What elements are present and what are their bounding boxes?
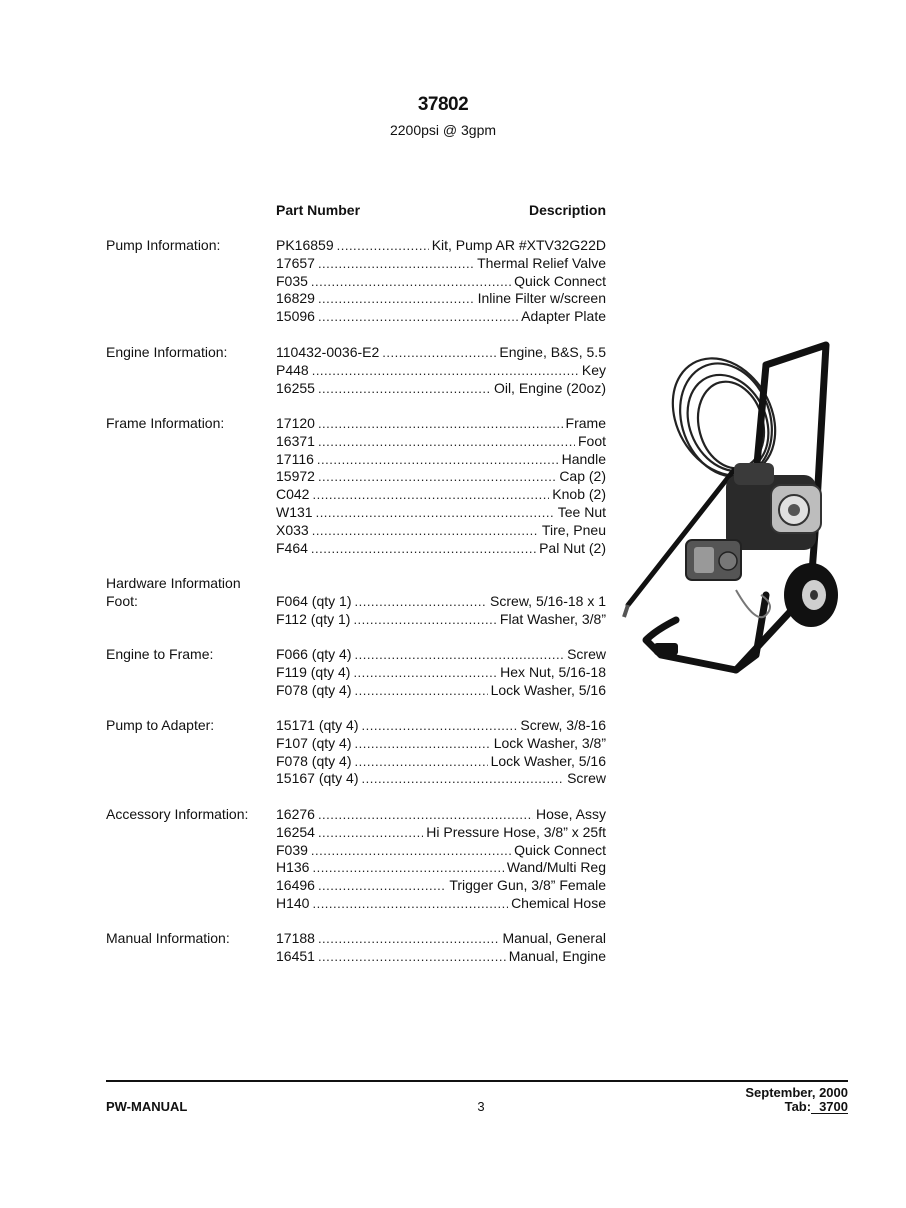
part-number: F035	[276, 272, 308, 289]
part-number: 17120	[276, 415, 315, 431]
part-number: PK16859	[276, 237, 334, 253]
revision-date: September, 2000	[745, 1085, 848, 1100]
part-description: Key	[581, 361, 606, 378]
parts-list	[276, 646, 606, 699]
part-description: Kit, Pump AR #XTV32G22D	[431, 237, 606, 253]
parts-row	[276, 290, 606, 308]
section-label: Engine Information:	[106, 344, 228, 360]
part-number: C042	[276, 486, 310, 503]
dot-leader	[318, 806, 533, 824]
parts-row	[276, 735, 606, 753]
part-description: Handle	[561, 450, 606, 467]
dot-leader	[318, 877, 446, 895]
part-number: 16451	[276, 947, 315, 964]
tab-label: Tab:	[784, 1099, 812, 1114]
part-description: Manual, General	[502, 930, 606, 946]
dot-leader	[318, 468, 556, 486]
part-number: 15972	[276, 468, 315, 485]
dot-leader	[354, 646, 564, 664]
part-description: Tire, Pneu	[541, 521, 606, 538]
parts-row	[276, 611, 606, 629]
part-number: F107 (qty 4)	[276, 734, 352, 751]
part-number: 16255	[276, 379, 315, 396]
part-number: F119 (qty 4)	[276, 663, 351, 680]
parts-row	[276, 948, 606, 966]
parts-row	[276, 717, 606, 735]
part-description: Lock Washer, 5/16	[490, 752, 606, 769]
parts-row	[276, 468, 606, 486]
description-header: Description	[528, 202, 606, 218]
part-number: F078 (qty 4)	[276, 752, 352, 769]
part-number: F064 (qty 1)	[276, 592, 352, 609]
parts-list	[276, 930, 606, 966]
model-number: 37802	[417, 94, 469, 115]
dot-leader	[317, 451, 559, 469]
part-description: Quick Connect	[514, 272, 606, 289]
part-number: 16371	[276, 432, 315, 449]
part-number: F112 (qty 1)	[276, 610, 351, 627]
part-description: Screw	[567, 770, 606, 787]
part-number: H136	[276, 859, 310, 876]
parts-row	[276, 895, 606, 913]
tab-value: 3700	[811, 1100, 848, 1114]
parts-row	[276, 255, 606, 273]
part-description: Screw, 5/16-18 x 1	[490, 592, 606, 609]
part-description: Pal Nut (2)	[539, 539, 606, 556]
pump	[686, 540, 741, 580]
dot-leader	[318, 930, 500, 948]
dot-leader	[312, 859, 503, 877]
part-number: 15167 (qty 4)	[276, 770, 359, 787]
part-number: 15096	[276, 308, 315, 325]
parts-row	[276, 504, 606, 522]
part-description: Tee Nut	[557, 503, 606, 520]
dot-leader	[353, 611, 496, 629]
parts-row	[276, 237, 606, 255]
dot-leader	[316, 504, 555, 522]
dot-leader	[354, 735, 490, 753]
parts-list	[276, 344, 606, 397]
part-number: H140	[276, 894, 310, 911]
dot-leader	[318, 308, 518, 326]
wheel	[784, 563, 838, 627]
part-number: 17116	[276, 450, 314, 467]
manual-name: PW-MANUAL	[106, 1099, 188, 1114]
parts-row	[276, 522, 606, 540]
dot-leader	[354, 753, 487, 771]
parts-row	[276, 682, 606, 700]
part-description: Engine, B&S, 5.5	[499, 344, 606, 360]
part-description: Hex Nut, 5/16-18	[500, 663, 606, 680]
dot-leader	[337, 237, 429, 255]
parts-row	[276, 806, 606, 824]
dot-leader	[362, 717, 518, 735]
parts-row	[276, 842, 606, 860]
parts-row	[276, 824, 606, 842]
section-label: Accessory Information:	[106, 806, 249, 822]
part-description: Screw, 3/8-16	[520, 717, 606, 733]
engine	[726, 463, 821, 550]
part-number: 16276	[276, 806, 315, 822]
dot-leader	[311, 842, 511, 860]
part-description: Wand/Multi Reg	[506, 859, 606, 876]
section-label: Engine to Frame:	[106, 646, 214, 662]
part-number: W131	[276, 503, 313, 520]
part-description: Inline Filter w/screen	[477, 290, 606, 307]
nozzle	[624, 605, 628, 617]
parts-row	[276, 540, 606, 558]
part-number: F039	[276, 841, 308, 858]
page-number: 3	[477, 1099, 485, 1114]
part-description: Chemical Hose	[511, 894, 606, 911]
part-number: 16254	[276, 823, 315, 840]
dot-leader	[312, 522, 539, 540]
part-description: Oil, Engine (20oz)	[493, 379, 606, 396]
part-number: 15171 (qty 4)	[276, 717, 359, 733]
part-description: Hi Pressure Hose, 3/8” x 25ft	[426, 823, 606, 840]
dot-leader	[318, 824, 423, 842]
part-number: F066 (qty 4)	[276, 646, 352, 662]
part-description: Lock Washer, 3/8”	[493, 734, 606, 751]
dot-leader	[318, 380, 491, 398]
parts-row	[276, 486, 606, 504]
model-spec: 2200psi @ 3gpm	[389, 122, 497, 138]
parts-row	[276, 593, 606, 611]
part-description: Knob (2)	[552, 486, 606, 503]
part-number: X033	[276, 521, 309, 538]
parts-list	[276, 717, 606, 788]
dot-leader	[362, 770, 565, 788]
parts-list	[276, 415, 606, 557]
parts-row	[276, 380, 606, 398]
dot-leader	[353, 664, 497, 682]
tab-reference	[785, 1099, 848, 1114]
parts-row	[276, 451, 606, 469]
part-description: Adapter Plate	[521, 308, 606, 325]
parts-row	[276, 877, 606, 895]
part-description: Screw	[567, 646, 606, 662]
dot-leader	[311, 540, 536, 558]
part-description: Hose, Assy	[535, 806, 606, 822]
parts-list	[276, 806, 606, 913]
part-number: P448	[276, 361, 309, 378]
part-number: F464	[276, 539, 308, 556]
dot-leader	[318, 433, 575, 451]
part-description: Frame	[565, 415, 606, 431]
dot-leader	[318, 290, 475, 308]
part-description: Foot	[577, 432, 606, 449]
part-number: 110432-0036-E2	[276, 344, 380, 360]
part-description: Cap (2)	[559, 468, 606, 485]
parts-row	[276, 415, 606, 433]
part-number: 17188	[276, 930, 315, 946]
part-number: F078 (qty 4)	[276, 681, 352, 698]
parts-row	[276, 273, 606, 291]
dot-leader	[318, 415, 563, 433]
dot-leader	[312, 895, 508, 913]
part-description: Manual, Engine	[508, 947, 606, 964]
part-description: Lock Washer, 5/16	[490, 681, 606, 698]
part-number: 16829	[276, 290, 315, 307]
dot-leader	[311, 273, 511, 291]
dot-leader	[318, 255, 474, 273]
dot-leader	[312, 486, 549, 504]
dot-leader	[354, 682, 487, 700]
dot-leader	[354, 593, 487, 611]
parts-list	[276, 593, 606, 629]
parts-row	[276, 930, 606, 948]
section-label: Pump Information:	[106, 237, 221, 253]
section-label: Frame Information:	[106, 415, 225, 431]
parts-row	[276, 344, 606, 362]
dot-leader	[382, 344, 496, 362]
section-label: Pump to Adapter:	[106, 717, 215, 733]
part-number-header: Part Number	[276, 202, 361, 218]
parts-row	[276, 646, 606, 664]
parts-row	[276, 770, 606, 788]
spray-wand	[628, 470, 734, 605]
part-description: Trigger Gun, 3/8” Female	[449, 877, 606, 894]
part-description: Quick Connect	[514, 841, 606, 858]
parts-row	[276, 433, 606, 451]
dot-leader	[312, 362, 579, 380]
part-number: 17657	[276, 254, 315, 271]
section-sublabel: Foot:	[106, 592, 138, 609]
dot-leader	[318, 948, 506, 966]
pressure-washer-illustration	[616, 325, 848, 680]
section-label: Manual Information:	[106, 930, 230, 946]
parts-list	[276, 237, 606, 326]
part-description: Thermal Relief Valve	[477, 254, 606, 271]
part-number: 16496	[276, 877, 315, 894]
parts-row	[276, 362, 606, 380]
parts-row	[276, 664, 606, 682]
parts-row	[276, 753, 606, 771]
footer-rule	[106, 1080, 848, 1082]
parts-row	[276, 859, 606, 877]
part-description: Flat Washer, 3/8”	[499, 610, 606, 627]
section-label: Hardware Information	[106, 575, 241, 591]
parts-row	[276, 308, 606, 326]
foot	[654, 643, 678, 655]
